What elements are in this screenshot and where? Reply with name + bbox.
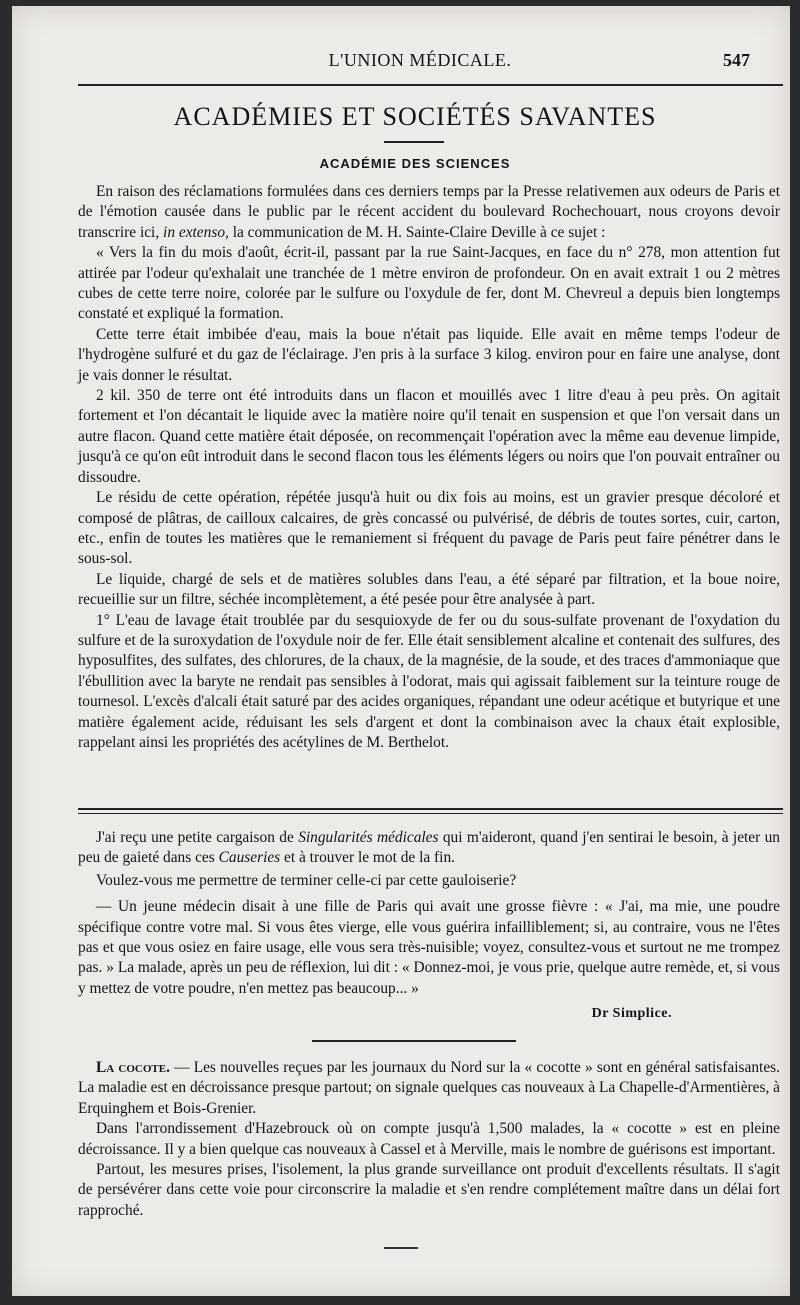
paragraph: Cette terre était imbibée d'eau, mais la boue n'était pas liquide. Elle avait en même temps l'odeur de l'hydrogène sulfuré et du gaz de l'éclairage. J'en pris à la surface 3 kilog. environ pour en faire une analyse, dont je vais donner le résultat. [78, 325, 780, 384]
text-run: et à trouver le mot de la fin. [284, 849, 455, 867]
signature: Dr Simplice. [591, 1006, 672, 1021]
subsection-title: ACADÉMIE DES SCIENCES [319, 156, 511, 171]
cocote-article [78, 1058, 780, 1221]
feuilleton-rule-top [78, 808, 783, 810]
header-rule [78, 84, 783, 86]
paragraph: Le résidu de cette opération, répétée jusqu'à huit ou dix fois au moins, est un gravier presque décoloré et composé de plâtras, de cailloux calcaires, de grès concassé ou pulvérisé, de débris de toutes sortes, cuir, carton, etc., enfin de toutes les matières que le remaniement si fréquent du pavage de Paris peut faire pénétrer dans le sous-sol. [78, 489, 780, 568]
paragraph: 2 kil. 350 de terre ont été introduits dans un flacon et mouillés avec 1 litre d'eau à peu près. On agitait fortement et l'on décantait le liquide avec la matière noire qu'il tenait en suspension et que l'on versait dans un autre flacon. Quand cette matière était déposée, on recommençait l'opération avec la même eau devenue limpide, jusqu'à ce qu'on eût introduit dans le second flacon tous les éléments légers ou noirs que l'on pouvait entraîner ou dissoudre. [78, 387, 780, 486]
page-number: 547 [723, 50, 750, 70]
paragraph [78, 1058, 780, 1119]
journal-page [12, 6, 790, 1296]
causerie-feuilleton [78, 828, 780, 999]
text-run: En raison des réclamations formulées dans ces derniers temps par la Presse relativemen aux odeurs de Paris et de l'émotion causée dans le public par le récent accident du boulevard Rochechouart, nous croyons devoir transcrire ici, [78, 183, 780, 241]
running-title: L'UNION MÉDICALE. [328, 50, 512, 70]
paragraph: — Un jeune médecin disait à une fille de Paris qui avait une grosse fièvre : « J'ai, ma mie, une poudre spécifique contre votre mal. Si vous êtes vierge, elle vous guérira infailliblement; si, au contraire, vous ne l'êtes pas et que vous osiez en faire usage, elle vous sera très-nuisible; voyez, consultez-vous et surtout ne me trompez pas. » La malade, après un peu de réflexion, lui dit : « Donnez-moi, je vous prie, quelque autre remède, et, si vous y mettez de votre poudre, n'en mettez pas beaucoup... » [78, 898, 780, 997]
paragraph: Voulez-vous me permettre de terminer celle-ci par cette gauloiserie? [96, 871, 517, 889]
title-ornament-rule [384, 141, 444, 143]
text-run: qui m'aideront, quand j'en sentirai le besoin, à jeter un peu de gaieté dans ces [78, 829, 781, 867]
article-lead: La cocote. [96, 1059, 170, 1076]
paragraph [78, 182, 780, 243]
section-title: ACADÉMIES ET SOCIÉTÉS SAVANTES [173, 102, 657, 131]
paragraph: « Vers la fin du mois d'août, écrit-il, passant par la rue Saint-Jacques, en face du n° 278, mon attention fut attirée par l'odeur qu'exhalait une tranchée de 1 mètre environ de profondeur. On en avait extrait 1 ou 2 mètres cubes de cette terre noire, colorée par le sulfure ou l'oxydule de fer, dont M. Chevreul a depuis bien longtemps constaté et expliqué la formation. [78, 244, 780, 323]
italic-text: Causeries [218, 849, 281, 867]
paragraph: Partout, les mesures prises, l'isolement, la plus grande surveillance ont produit d'excellents résultats. Il s'agit de persévérer dans cette voie pour circonscrire la maladie et s'en rendre complétement maître dans un délai fort rapproché. [78, 1161, 780, 1219]
academie-article [78, 182, 780, 753]
paragraph: Dans l'arrondissement d'Hazebrouck où on compte jusqu'à 1,500 malades, la « cocotte » est en pleine décroissance. Il y a bien quelque cas nouveaux à Cassel et à Merville, mais le nombre de guérisons est important. [78, 1120, 780, 1158]
text-run: J'ai reçu une petite cargaison de [96, 829, 294, 846]
section-separator-rule [312, 1040, 516, 1042]
feuilleton-rule-bottom [78, 813, 783, 814]
paragraph: 1° L'eau de lavage était troublée par du sesquioxyde de fer ou du sous-sulfate provenant de l'oxydation du sulfure et de la suroxydation de l'oxydule noir de fer. Elle était sensiblement alcaline et contenait des sulfures, des hyposulfites, des sulfates, des chlorures, de la chaux, de la magnésie, de la soude, et des traces d'ammoniaque que l'ébullition avec la baryte ne rendait pas sensibles à l'odorat, mais qui agissait faiblement sur la teinture rouge de tournesol. L'excès d'alcali était saturé par des acides organiques, répandant une odeur acétique et butyrique et une matière également acide, réduisant les sels d'argent et dont la combinaison avec la chaux était explosible, rappelant ainsi les propriétés des acétylines de M. Berthelot. [78, 611, 780, 751]
paragraph: Le liquide, chargé de sels et de matières solubles dans l'eau, a été séparé par filtration, et la boue noire, recueillie sur un filtre, séchée incomplètement, a été pesée pour être analysée à part. [78, 570, 780, 609]
end-ornament-rule [384, 1247, 418, 1249]
page-header [90, 50, 750, 78]
italic-text: Singularités médicales [298, 829, 439, 846]
text-run: — Les nouvelles reçues par les journaux du Nord sur la « cocotte » sont en général satisfaisantes. La maladie est en décroissance presque partout; on signale quelques cas nouveaux à La Chapelle-d'Armentières, à Erquinghem et Bois-Grenier. [78, 1059, 780, 1117]
italic-text: in extenso [163, 223, 226, 241]
text-run: , la communication de M. H. Sainte-Claire Deville à ce sujet : [225, 223, 606, 241]
paragraph [78, 828, 780, 869]
